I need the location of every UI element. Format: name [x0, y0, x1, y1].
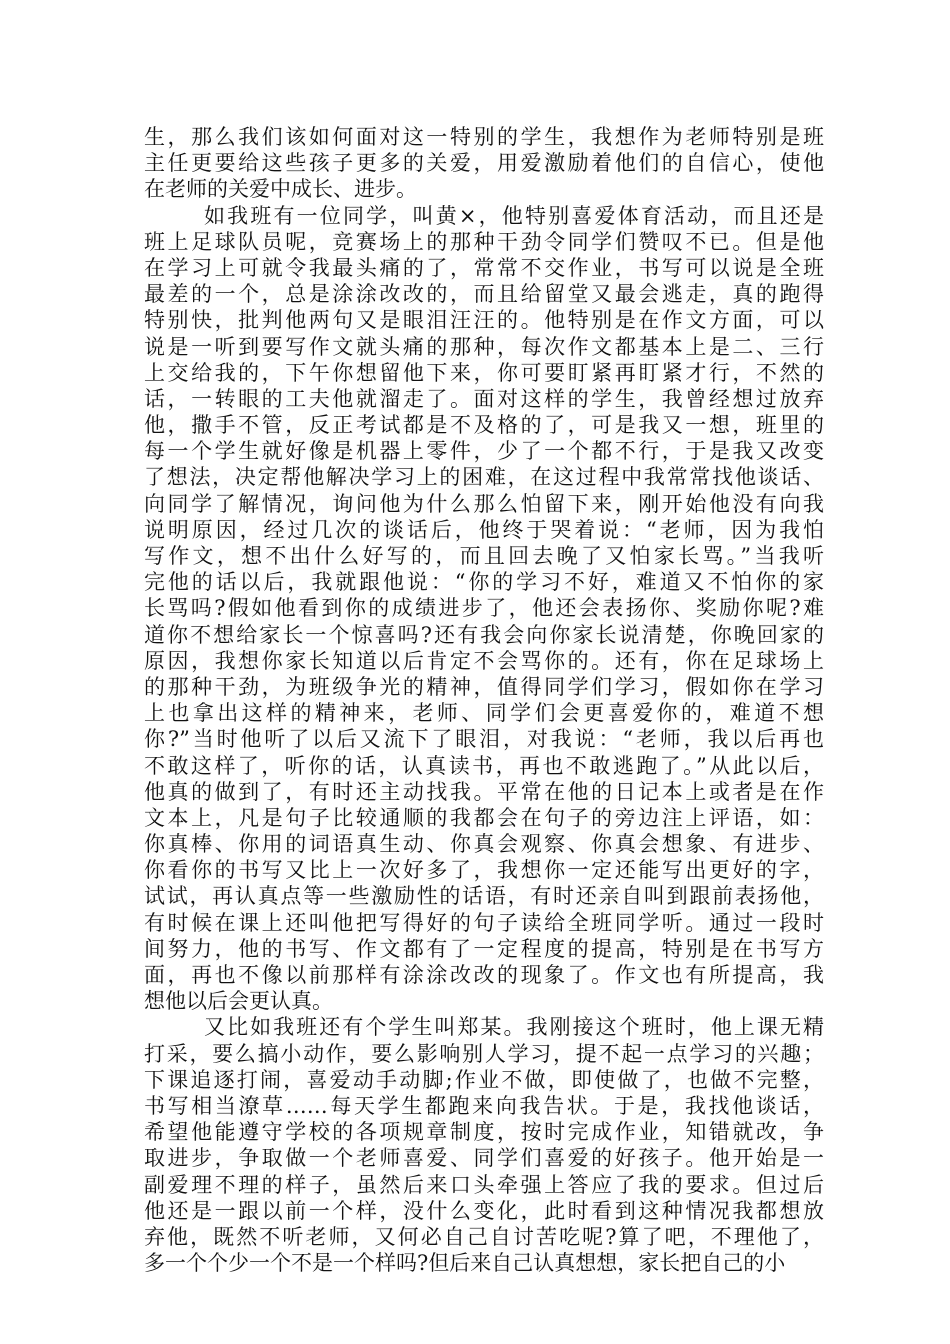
text-line: 写作文，想不出什么好写的，而且回去晚了又怕家长骂。”当我听 — [144, 544, 824, 568]
text-line: 长骂吗?假如他看到你的成绩进步了，他还会表扬你、奖励你呢?难 — [144, 596, 824, 621]
text-line: 如我班有一位同学，叫黄×，他特别喜爱体育活动，而且还是 — [204, 203, 824, 228]
text-line: 有时候在课上还叫他把写得好的句子读给全班同学听。通过一段时 — [144, 910, 824, 935]
text-line: 说是一听到要写作文就头痛的那种，每次作文都基本上是二、三行 — [144, 334, 824, 359]
text-line: 原因，我想你家长知道以后肯定不会骂你的。还有，你在足球场上 — [144, 648, 824, 673]
paragraph — [144, 124, 824, 203]
document-body — [144, 124, 824, 1276]
paragraph — [144, 1014, 824, 1276]
text-line: 在老师的关爱中成长、进步。 — [144, 177, 417, 202]
text-line: 最差的一个，总是涂涂改改的，而且给留堂又最会逃走，真的跑得 — [144, 282, 824, 307]
text-line: 打采，要么搞小动作，要么影响别人学习，提不起一点学习的兴趣； — [144, 1041, 824, 1066]
text-line: 多一个个少一个不是一个样吗?但后来自己认真想想，家长把自己的小 — [144, 1251, 786, 1276]
text-line: 你真棒、你用的词语真生动、你真会观察、你真会想象、有进步、 — [144, 832, 824, 857]
text-line: 道你不想给家长一个惊喜吗?还有我会向你家长说清楚，你晚回家的 — [144, 622, 824, 647]
text-line: 文本上，凡是句子比较通顺的我都会在句子的旁边注上评语，如： — [144, 805, 824, 830]
text-line: 下课追逐打闹，喜爱动手动脚;作业不做，即使做了，也做不完整， — [144, 1067, 824, 1092]
text-line: 上也拿出这样的精神来，老师、同学们会更喜爱你的，难道不想 — [144, 701, 824, 726]
text-line: 在学习上可就令我最头痛的了，常常不交作业，书写可以说是全班 — [144, 255, 824, 280]
paragraph — [144, 203, 824, 1015]
text-line: 向同学了解情况，询问他为什么那么怕留下来，刚开始他没有向我 — [144, 491, 824, 516]
text-line: 他还是一跟以前一个样，没什么变化，此时看到这种情况我都想放 — [144, 1198, 824, 1223]
text-line: 的那种干劲，为班级争光的精神，值得同学们学习，假如你在学习 — [144, 674, 824, 699]
text-line: 班上足球队员呢，竞赛场上的那种干劲令同学们赞叹不已。但是他 — [144, 229, 824, 254]
text-line: 他真的做到了，有时还主动找我。平常在他的日记本上或者是在作 — [144, 779, 824, 804]
text-line: 又比如我班还有个学生叫郑某。我刚接这个班时，他上课无精 — [204, 1015, 824, 1040]
text-line: 话，一转眼的工夫他就溜走了。面对这样的学生，我曾经想过放弃 — [144, 386, 824, 411]
text-line: 每一个学生就好像是机器上零件，少了一个都不行，于是我又改变 — [144, 439, 824, 464]
text-line: 弃他，既然不听老师，又何必自己自讨苦吃呢?算了吧，不理他了， — [144, 1224, 824, 1249]
text-line: 书写相当潦草……每天学生都跑来向我告状。于是，我找他谈话， — [144, 1093, 824, 1118]
text-line: 希望他能遵守学校的各项规章制度，按时完成作业，知错就改，争 — [144, 1120, 824, 1145]
text-line: 副爱理不理的样子，虽然后来口头牵强上答应了我的要求。但过后 — [144, 1172, 824, 1197]
text-line: 你?”当时他听了以后又流下了眼泪，对我说：“老师，我以后再也 — [144, 727, 824, 752]
text-line: 完他的话以后，我就跟他说：“你的学习不好，难道又不怕你的家 — [144, 570, 824, 595]
text-line: 你看你的书写又比上一次好多了，我想你一定还能写出更好的字， — [144, 858, 824, 883]
text-line: 取进步，争取做一个老师喜爱、同学们喜爱的好孩子。他开始是一 — [144, 1146, 824, 1171]
text-line: 说明原因，经过几次的谈话后，他终于哭着说：“老师，因为我怕 — [144, 517, 824, 542]
text-line: 想他以后会更认真。 — [144, 989, 333, 1014]
text-line: 面，再也不像以前那样有涂涂改改的现象了。作文也有所提高，我 — [144, 963, 824, 987]
text-line: 试试，再认真点等一些激励性的话语，有时还亲自叫到跟前表扬他， — [144, 884, 824, 909]
text-line: 间努力，他的书写、作文都有了一定程度的提高，特别是在书写方 — [144, 936, 824, 961]
text-line: 生，那么我们该如何面对这一特别的学生，我想作为老师特别是班 — [144, 125, 824, 149]
text-line: 他，撒手不管，反正考试都是不及格的了，可是我又一想，班里的 — [144, 413, 824, 438]
text-line: 不敢这样了，听你的话，认真读书，再也不敢逃跑了。”从此以后， — [144, 753, 824, 778]
text-line: 了想法，决定帮他解决学习上的困难，在这过程中我常常找他谈话、 — [144, 465, 824, 490]
text-line: 主任更要给这些孩子更多的关爱，用爱激励着他们的自信心，使他 — [144, 151, 824, 176]
text-line: 上交给我的，下午你想留他下来，你可要盯紧再盯紧才行，不然的 — [144, 360, 824, 385]
text-line: 特别快，批判他两句又是眼泪汪汪的。他特别是在作文方面，可以 — [144, 308, 824, 333]
